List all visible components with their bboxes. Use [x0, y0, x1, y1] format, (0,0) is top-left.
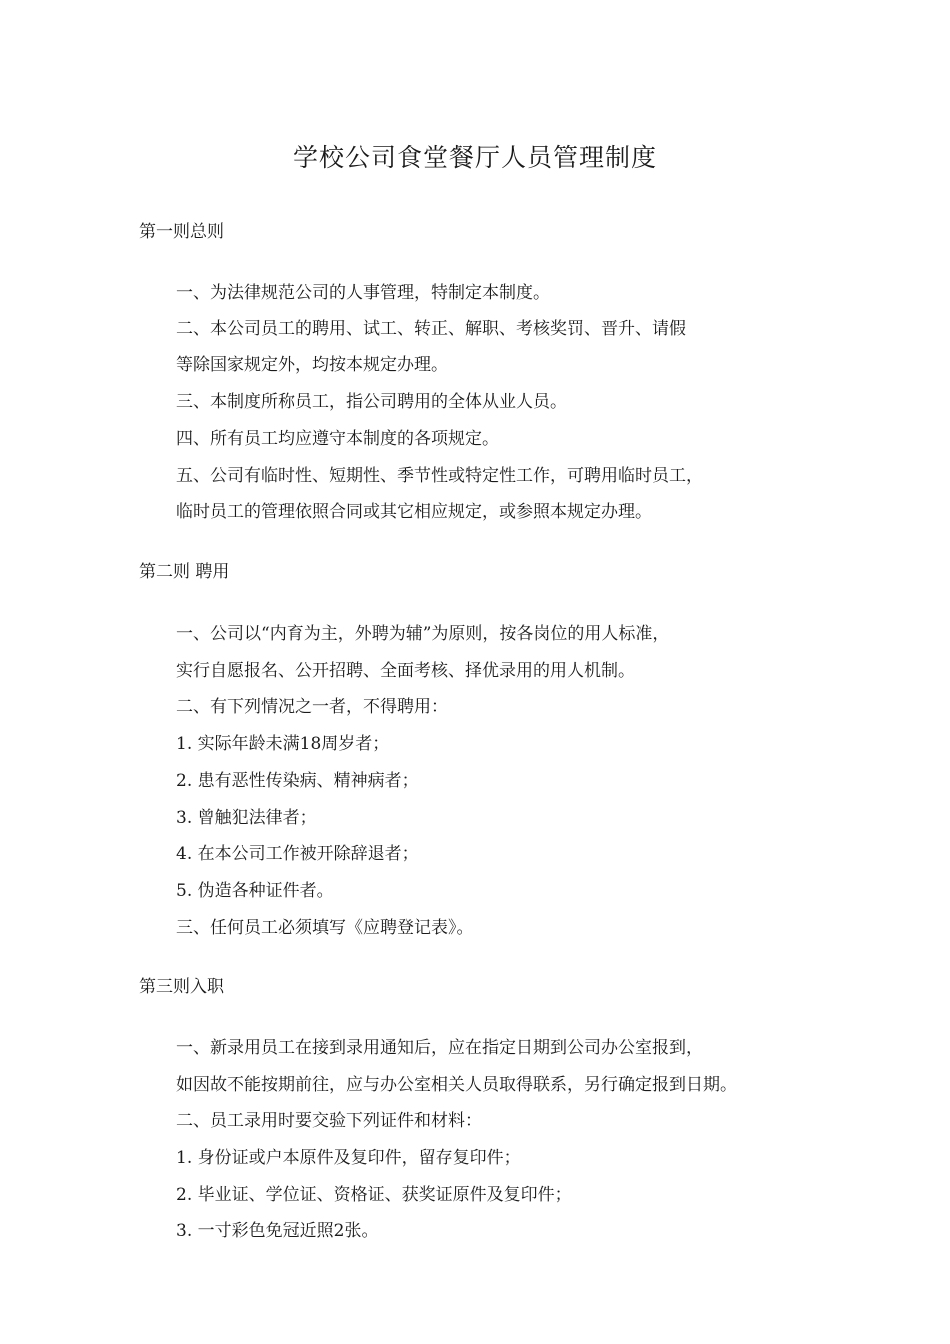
list-item: 1. 身份证或户本原件及复印件，留存复印件； — [176, 1148, 521, 1168]
paragraph-line: 一、公司以“内育为主，外聘为辅”为原则，按各岗位的用人标准， — [176, 624, 670, 644]
list-item: 2. 毕业证、学位证、资格证、获奖证原件及复印件； — [176, 1185, 572, 1205]
paragraph-line: 四、所有员工均应遵守本制度的各项规定。 — [176, 429, 499, 449]
paragraph-line: 二、本公司员工的聘用、试工、转正、解职、考核奖罚、晋升、请假 — [176, 319, 686, 339]
list-item: 4. 在本公司工作被开除辞退者； — [176, 844, 419, 864]
list-item: 3. 一寸彩色免冠近照2张。 — [176, 1221, 379, 1241]
document-title: 学校公司食堂餐厅人员管理制度 — [292, 143, 657, 172]
paragraph-line: 二、员工录用时要交验下列证件和材料： — [176, 1111, 482, 1131]
section-heading: 第三则入职 — [139, 977, 224, 997]
section-heading: 第二则 聘用 — [139, 562, 230, 582]
paragraph-line: 一、新录用员工在接到录用通知后，应在指定日期到公司办公室报到， — [176, 1038, 703, 1058]
paragraph-line: 三、任何员工必须填写《应聘登记表》。 — [176, 918, 474, 938]
paragraph-line: 一、为法律规范公司的人事管理，特制定本制度。 — [176, 283, 550, 303]
list-item: 2. 患有恶性传染病、精神病者； — [176, 771, 419, 791]
paragraph-line: 等除国家规定外，均按本规定办理。 — [176, 355, 448, 375]
section-heading: 第一则总则 — [139, 222, 224, 242]
list-item: 1. 实际年龄未满18周岁者； — [176, 734, 390, 754]
paragraph-line: 五、公司有临时性、短期性、季节性或特定性工作，可聘用临时员工， — [176, 466, 703, 486]
paragraph-line: 实行自愿报名、公开招聘、全面考核、择优录用的用人机制。 — [176, 661, 635, 681]
paragraph-line: 如因故不能按期前往，应与办公室相关人员取得联系，另行确定报到日期。 — [176, 1075, 737, 1095]
list-item: 5. 伪造各种证件者。 — [176, 881, 334, 901]
list-item: 3. 曾触犯法律者； — [176, 808, 317, 828]
paragraph-line: 二、有下列情况之一者，不得聘用： — [176, 697, 448, 717]
paragraph-line: 三、本制度所称员工，指公司聘用的全体从业人员。 — [176, 392, 567, 412]
paragraph-line: 临时员工的管理依照合同或其它相应规定，或参照本规定办理。 — [176, 502, 652, 522]
